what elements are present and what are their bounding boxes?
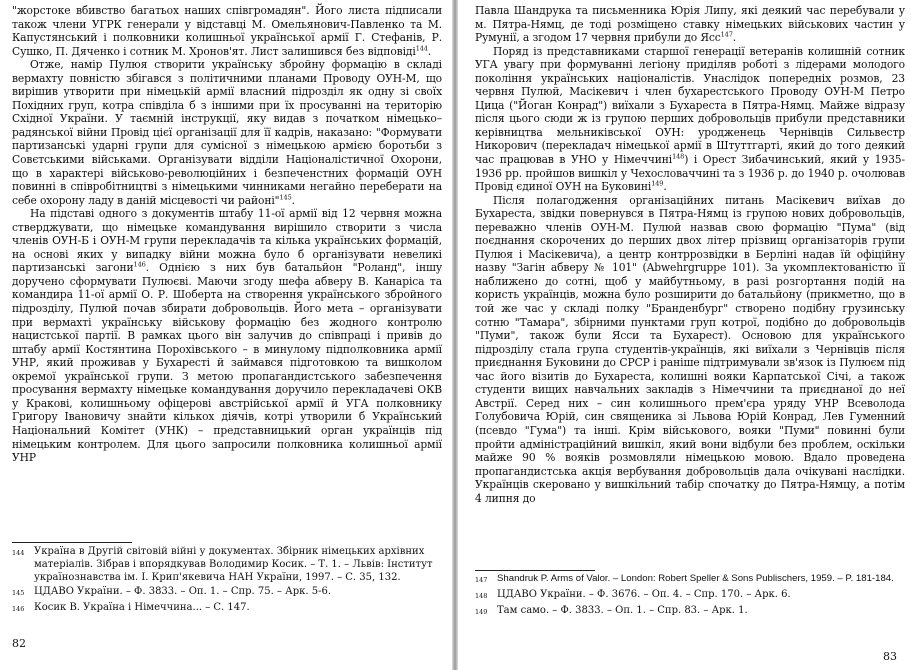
footnote-reference: 144 [415,44,428,53]
paragraph: Поряд із представниками старшої генерації ветеранів колишній сотник УГА увагу при формуванні легіону приділяв роботі з лідерами молодого покоління українських націоналістів. Унаслідок попередніх розмов, 23 червня Пулюй, Масікевич і член бухарестського Проводу ОУН-М Петро Цица ("Йоган Конрад") виїхали з Бухареста в Пятра-Нямц. Майже відразу після цього сюди ж із групою перших добровольців прибули представники керівництва мельниківської ОУН: уродженець Чернівців Сильвестр Никорович (перекладач німецької армії в Штуттгарті, який до того деякий час працював в УНО у Німеччині$^{148}$) і Орест Зибачинський, який у 1935-1936 рр. пройшов вишкіл у Чехословаччині та з 1936 р. до 1940 р. очолював Провід єдиної ОУН на Буковині$^{149}$. [475,44,905,194]
footnote [12,586,442,600]
right-page [455,0,911,670]
footnote-reference: 146 [133,260,146,269]
footnote-reference: 148 [672,152,685,161]
footnote-number: 148 [475,591,488,600]
paragraph: Отже, намір Пулюя створити українську збройну формацію в складі вермахту повністю збігався з політичними планами Проводу ОУН-М, що вирішив утворити при німецькій армії власний підрозділ як одну зі своїх Похідних груп, котра співділа б з іншими при їх просуванні на територію Східної України. У таємній інструкції, яку видав з початком німецько–радянської війни Провід цієї організації для її кадрів, наказано: "Формувати партизанські ударні групи для сумісної з німецькою армією боротьби з Совєтськими військами. Організувати відділи Націоналістичної Охорони, що в характері військово-революційних і безпеченстних формацій ОУН повинні в співробітництві з німецькими чинниками негайно переберати на себе охорону ладу в даній місцевості чи районі"$^{145}$. [12,58,442,207]
footnote-text: Shandruk P. Arms of Valor. – London: Robert Speller & Sons Publischers, 1959. – P. 181-184. [497,573,894,584]
footnote-text: Україна в Другій світовій війні у документах. Збірник німецьких архівних матеріалів. Зібрав і впорядкував Володимир Косик. – Т. 1. – Львів: Інститут українознавства ім. І. Крип'якевича НАН України, 1997. – С. 35, 132. [34,546,433,583]
footnote-number: 149 [475,607,488,616]
footnote-text: ЦДАВО України. – Ф. 3833. – Оп. 1. – Спр. 75. – Арк. 5-6. [34,586,332,598]
page-number: 83 [883,650,897,663]
footnote-reference: 147 [720,30,733,39]
left-body-text [12,4,442,465]
footnote [475,605,905,619]
footnote-reference: 149 [651,179,664,188]
page-number: 82 [12,637,26,650]
footnote-text: ЦДАВО України. – Ф. 3676. – Оп. 4. – Спр. 170. – Арк. 6. [497,588,791,600]
footnote [12,602,442,616]
footnote-text: Косик В. Україна і Німеччина... – С. 147. [34,602,250,614]
right-footnotes [475,573,905,620]
paragraph: Після полагодження організаційних питань Масікевич виїхав до Бухареста, звідки повернувся в Пятра-Нямц із групою нових добровольців, переважно членів ОУН-М. Пулюй назвав свою формацію "Пума" (від поєднання скорочених до перших двох літер прізвищ організаторів групи Пулюя і Масікевича), а центр контррозвідки в Берліні надав їй офіційну назву "Загін абверу № 101" (Abwehrgruppe 101). За укомплектованістю її наближено до сотні, щоб у майбутньому, в разі розгортання подій на користь українців, можна було розширити до батальйону (прикметно, що в той же час у складі полку "Бранденбург" створено подібну грузинську сотню "Тамара", збірними пунктами груп котрої, подібно до добровольців "Пуми", також були Ясси та Бухарест). Основою для українського підрозділу стала група студентів-українців, які виїхали з Чернівців після приєднання Буковини до СРСР і раніше підтримували зв'язок із Пулюєм під час його візитів до Бухареста, колишні вояки Карпатської Січі, а також студенти вищих навчальних закладів з Німеччини та приєднаної до неї Австрії. Серед них – син колишнього прем'єра уряду УНР Всеволода Голубовича Юрій, син священика зі Львова Юрій Конрад, Лев Гуменний (псевдо "Гума") та інші. Крім військового, вояки "Пуми" повинні були пройти адміністраційний вишкіл, який вони відбули без проблем, оскільки майже 90 % вояків розмовляли німецькою мовою. Вдало проведена пропагандистська акція вербування добровольців дала очікувані наслідки. Українців скеровано у вишкільний табір спочатку до Пятра-Нямцу, а потім 4 липня до [475,193,905,505]
footnote [475,589,905,603]
footnote [12,546,442,584]
right-body-text [475,4,905,505]
paragraph: "жорстоке вбивство багатьох наших співгромадян". Його листа підписали також члени УГРК генерали у відставці М. Омельянович-Павленко та М. Капустянський і полковники колишньої української армії Г. Стефанів, Р. Сушко, П. Дяченко і сотник М. Хронов'ят. Лист залишився без відповіді$^{144}$. [12,4,442,58]
footnote-reference: 145 [279,193,292,202]
paragraph: Павла Шандрука та письменника Юрія Липу, які деякий час перебували у м. Пятра-Нямц, де тоді розміщено ставку німецьких військових частин у Румунії, а згодом 17 червня прибули до Ясс$^{147}$. [475,4,905,45]
footnote-number: 147 [475,576,488,584]
paragraph: На підставі одного з документів штабу 11-ої армії від 12 червня можна стверджувати, що німецьке командування вирішило створити з числа членів ОУН-Б і ОУН-М групи перекладачів та кілька українських формацій, на основі яких у випадку війни можна було б організувати невеликі партизанські загони$^{146}$. Однією з них був батальйон "Роланд", іншу доручено сформувати Пулюєві. Маючи згоду шефа абверу В. Канаріса та командира 11-ої армії О. Р. Шоберта на створення українського збройного підрозділу, Пулюй почав збирати добровольців. Його мета – організувати при вермахті українську військову формацію без жодного контролю нацистської партії. В рамках цього він залучив до співпраці і привів до штабу армії Костянтина Порохівського – в минулому підполковника армії УНР, який проживав у Бухаресті й займався підготовкою та вишколом окремої української групи. З метою пропагандистського забезпечення просування вермахту німецьке командування доручило перекладачеві ОКВ у Кракові, колишньому офіцерові австрійської армії й УГА полковнику Григору Івановичу знайти кількох діячів, котрі утворили б Український Національний Комітет (УНК) – представницький орган українців під німецьким контролем. Для цього запросили полковника колишньої армії УНР [12,207,443,465]
left-footnotes [12,546,442,618]
footnote-number: 145 [12,589,25,598]
footnote-divider [475,570,595,571]
footnote-number: 146 [12,605,25,614]
footnote [475,573,905,587]
footnote-number: 144 [12,549,25,557]
left-page [0,0,455,670]
footnote-text: Там само. – Ф. 3833. – Оп. 1. – Спр. 83. – Арк. 1. [497,604,748,616]
footnote-divider [12,542,132,543]
